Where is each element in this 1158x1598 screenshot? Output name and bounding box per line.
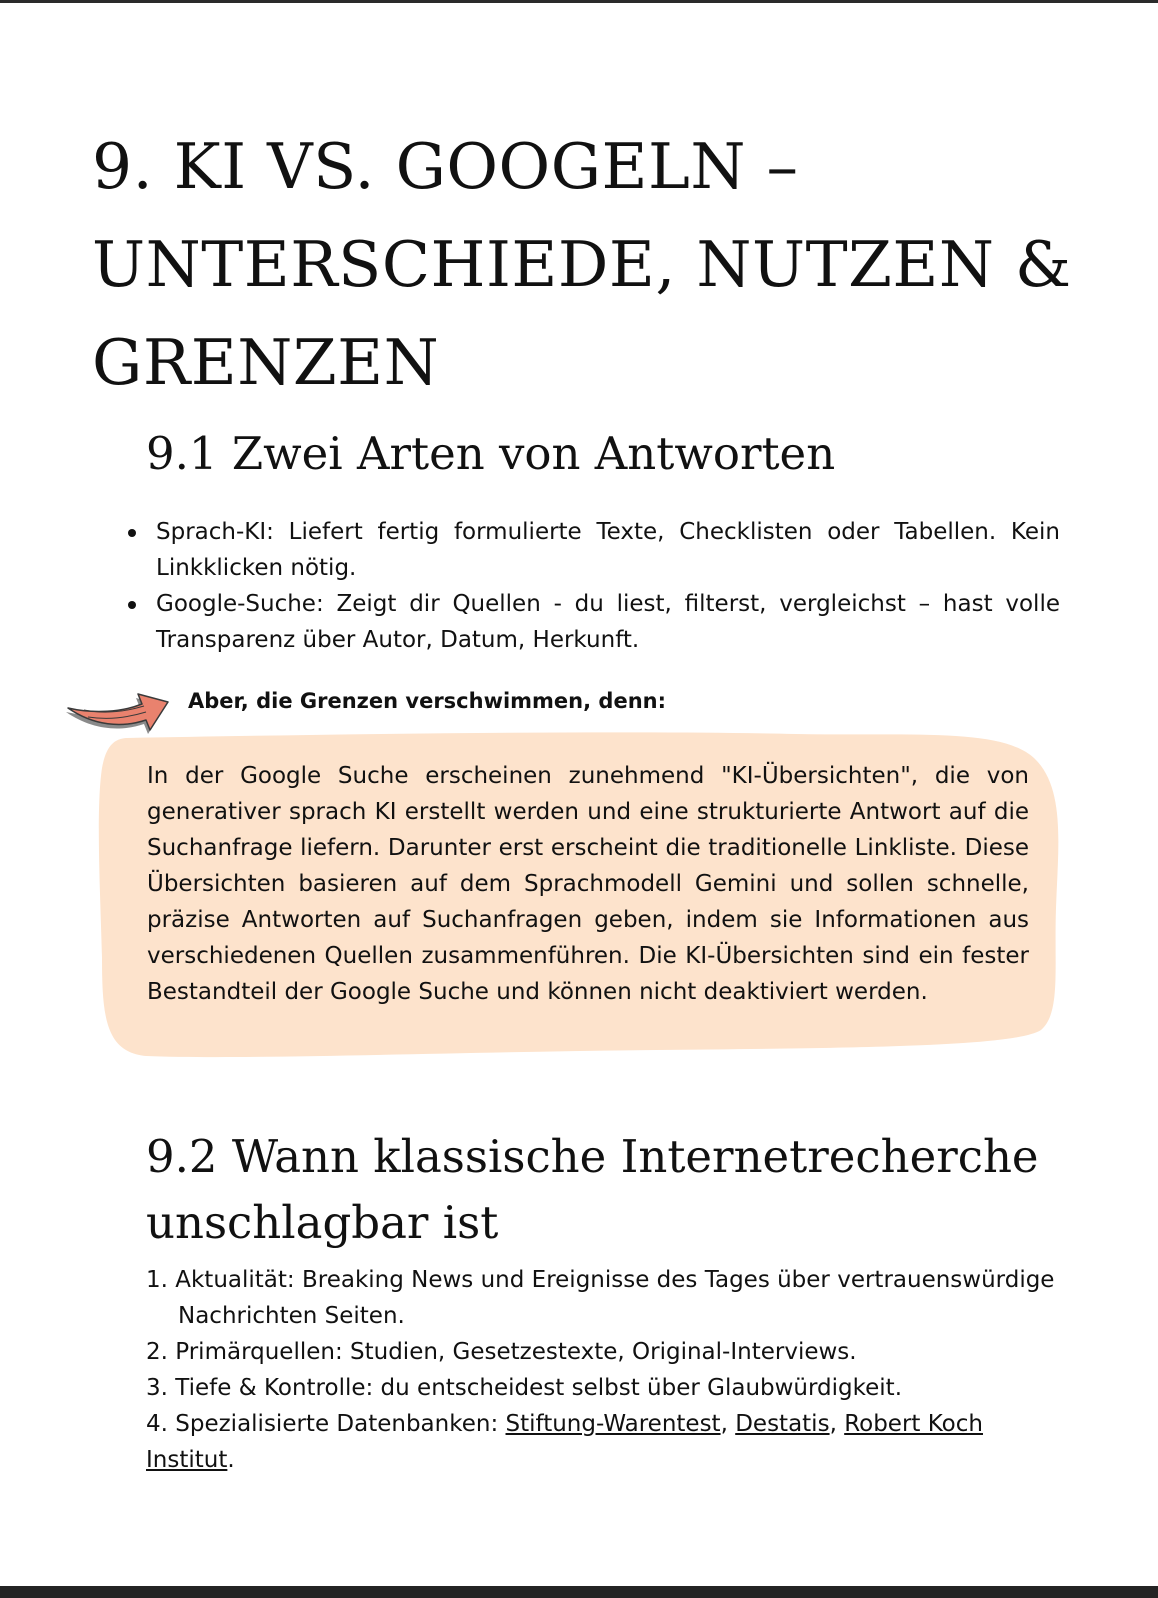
- link-stiftung-warentest[interactable]: Stiftung-Warentest: [505, 1411, 721, 1437]
- callout-lead: Aber, die Grenzen verschwimmen, denn:: [188, 689, 666, 713]
- list-item: 3. Tiefe & Kontrolle: du entscheidest selbst über Glaubwürdigkeit.: [146, 1375, 903, 1401]
- bullet-dot: [128, 529, 136, 537]
- numbered-list: [146, 1262, 1066, 1478]
- list-item: 2. Primärquellen: Studien, Gesetzestexte, Original-Interviews.: [146, 1339, 857, 1365]
- section-title-9-1: 9.1 Zwei Arten von Antworten: [146, 427, 836, 480]
- list-item: [124, 586, 1060, 658]
- section-title-9-2: 9.2 Wann klassische Internetrecherche unschlagbar ist: [146, 1130, 1039, 1249]
- separator: ,: [829, 1411, 845, 1437]
- callout-text: In der Google Suche erscheinen zunehmend "KI-Übersichten", die von generativer sprach KI erstellt werden und eine strukturierte Antwort auf die Suchanfrage liefern. Darunter erst erscheint die traditionelle Linkliste. Diese Übersichten basieren auf dem Sprachmodell Gemini und sollen schnelle, präzise Antworten auf Suchanfragen geben, indem sie Informationen aus verschiedenen Quellen zusammenführen. Die KI-Übersichten sind ein fester Bestandteil der Google Suche und können nicht deaktiviert werden.: [147, 763, 1029, 1005]
- window-bottom-edge: [0, 1586, 1158, 1598]
- list-item-text: Google-Suche: Zeigt dir Quellen - du liest, filterst, vergleichst – hast volle Transparenz über Autor, Datum, Herkunft.: [156, 591, 1060, 653]
- callout-box: [96, 728, 1076, 1074]
- bullet-dot: [128, 601, 136, 609]
- list-item: [124, 514, 1060, 586]
- list-item-text: 4. Spezialisierte Datenbanken:: [146, 1411, 506, 1437]
- link-destatis[interactable]: Destatis: [735, 1411, 830, 1437]
- list-item-end: .: [227, 1447, 235, 1473]
- separator: ,: [720, 1411, 736, 1437]
- list-item: [146, 1406, 1066, 1478]
- link-robert-koch-institut[interactable]: Robert Koch Institut: [146, 1411, 983, 1473]
- list-item-text: Sprach-KI: Liefert fertig formulierte Texte, Checklisten oder Tabellen. Kein Linkklicken nötig.: [156, 519, 1060, 581]
- page-title: 9. KI VS. GOOGELN – UNTERSCHIEDE, NUTZEN & GRENZEN: [92, 130, 1072, 399]
- bullet-list: [124, 514, 1060, 658]
- list-item: 1. Aktualität: Breaking News und Ereignisse des Tages über vertrauenswürdige Nachrichten Seiten.: [146, 1267, 1055, 1329]
